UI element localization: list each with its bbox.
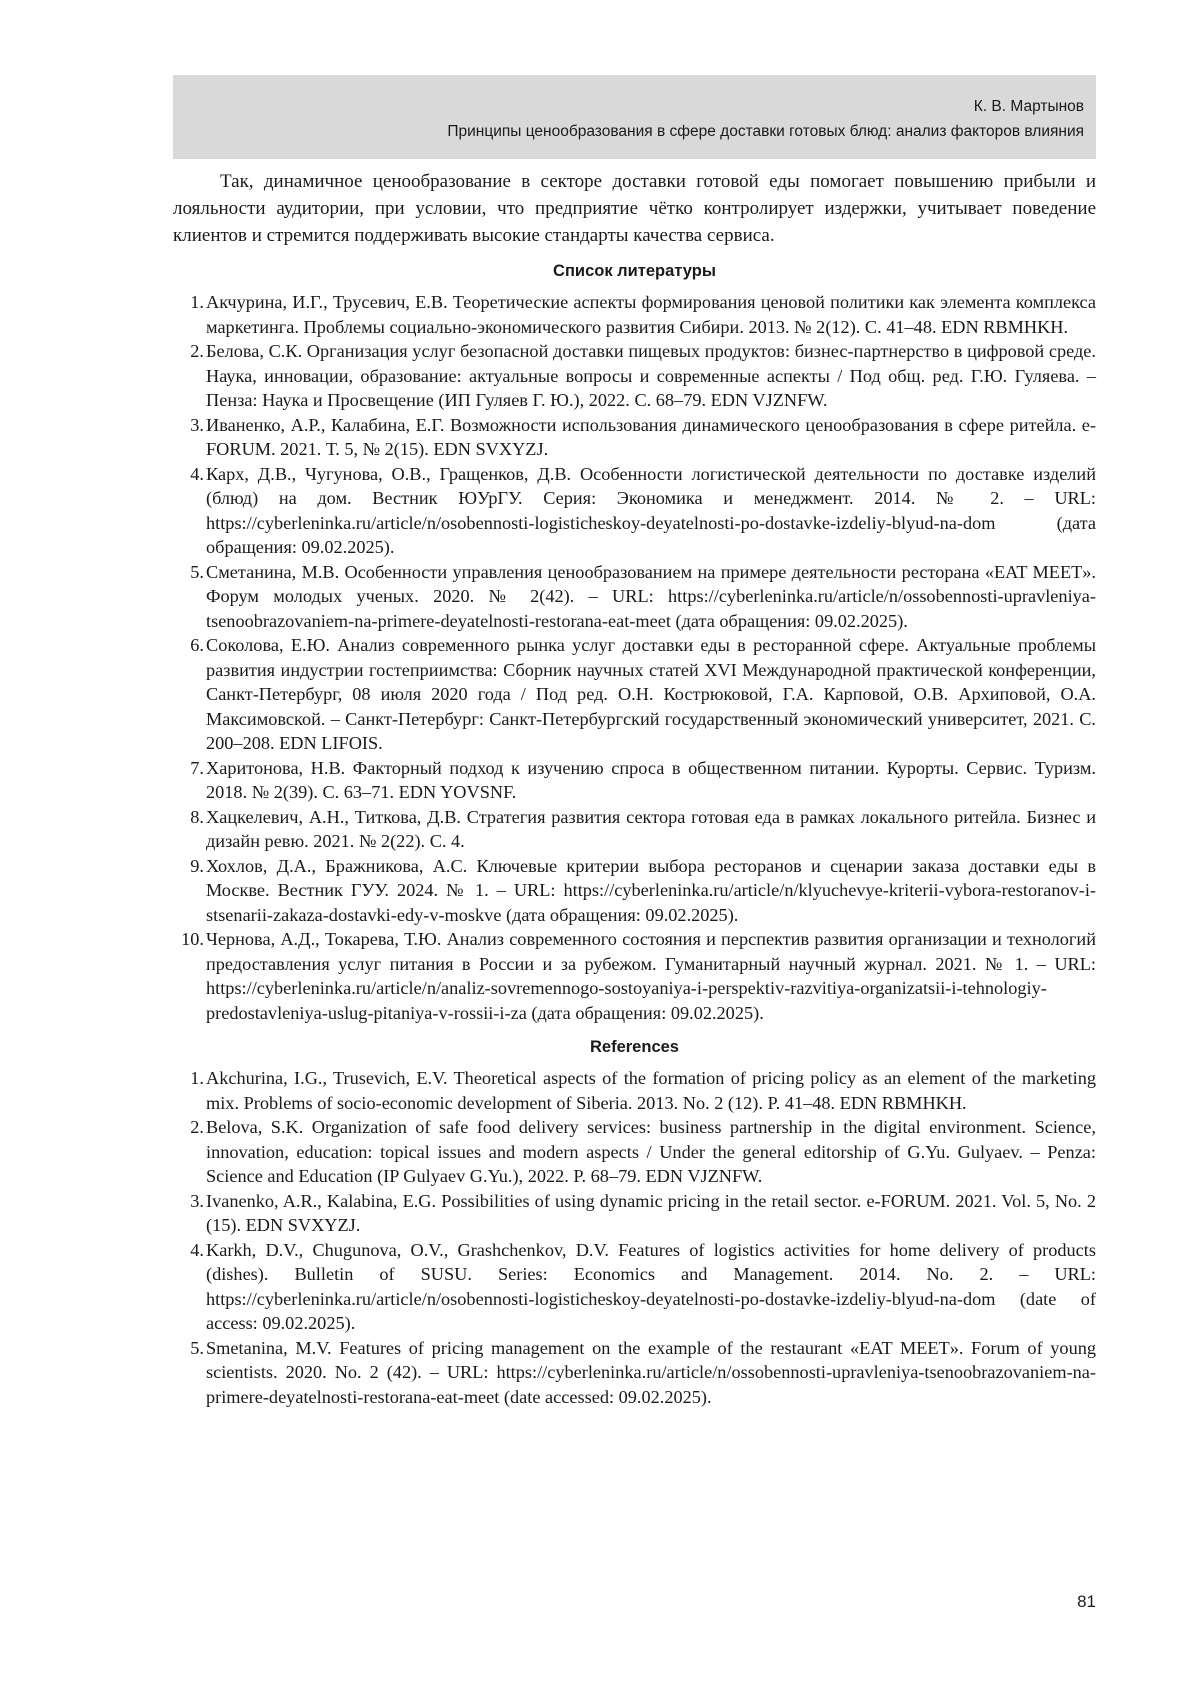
reference-text: Хацкелевич, А.Н., Титкова, Д.В. Стратегия развития сектора готовая еда в рамках локального ритейла. Бизнес и дизайн ревю. 2021. № 2(22). С. 4. [206,807,1096,852]
reference-number: 10 . [173,927,204,952]
reference-item [173,560,1096,634]
reference-item [173,854,1096,928]
reference-item [173,927,1096,1025]
bibliography-ru-heading: Список литературы [173,260,1096,282]
reference-item [173,339,1096,413]
reference-text: Чернова, А.Д., Токарева, Т.Ю. Анализ современного состояния и перспектив развития организации и технологий предоставления услуг питания в России и за рубежом. Гуманитарный научный журнал. 2021. № 1. – URL: https://cyberleninka.ru/article/n/analiz-sovremennogo-sostoyaniya-i-perspektiv-razvitiya-organizatsii-i-tehnologiy-predostavleniya-uslug-pitaniya-v-rossii-i-za (дата обращения: 09.02.2025). [206,929,1096,1023]
running-header [173,75,1096,159]
reference-item [173,633,1096,756]
reference-number: 6 . [173,633,204,658]
reference-number: 9 . [173,854,204,879]
reference-number: 4 . [173,462,204,487]
page-number: 81 [1060,1592,1096,1612]
reference-number: 8 . [173,805,204,830]
reference-item [173,290,1096,339]
reference-text: Akchurina, I.G., Trusevich, E.V. Theoretical aspects of the formation of pricing policy as an element of the marketing mix. Problems of socio-economic development of Siberia. 2013. No. 2 (12). P. 41–48. EDN RBMHKH. [206,1068,1096,1113]
bibliography-ru-list [173,290,1096,1025]
reference-text: Акчурина, И.Г., Трусевич, Е.В. Теоретические аспекты формирования ценовой политики как элемента комплекса маркетинга. Проблемы социально-экономического развития Сибири. 2013. № 2(12). С. 41–48. EDN RBMHKH. [206,292,1096,337]
reference-number: 2 . [173,1115,204,1140]
reference-text: Karkh, D.V., Chugunova, O.V., Grashchenkov, D.V. Features of logistics activities for home delivery of products (dishes). Bulletin of SUSU. Series: Economics and Management. 2014. No. 2. – URL: https://cyberleninka.ru/article/n/osobennosti-logisticheskoy-deyatelnosti-po-dostavke-izdeliy-blyud-na-dom (date of access: 09.02.2025). [206,1240,1096,1334]
reference-item [173,1238,1096,1336]
reference-number: 4 . [173,1238,204,1263]
intro-paragraph: Так, динамичное ценообразование в секторе доставки готовой еды помогает повышению прибыли и лояльности аудитории, при условии, что предприятие чётко контролирует издержки, учитывает поведение клиентов и стремится поддерживать высокие стандарты качества сервиса. [173,168,1096,249]
reference-number: 5 . [173,560,204,585]
reference-item [173,1189,1096,1238]
reference-number: 1 . [173,290,204,315]
reference-number: 3 . [173,1189,204,1214]
reference-text: Иваненко, А.Р., Калабина, Е.Г. Возможности использования динамического ценообразования в сфере ритейла. e-FORUM. 2021. Т. 5, № 2(15). EDN SVXYZJ. [206,415,1096,460]
reference-item [173,462,1096,560]
reference-text: Belova, S.K. Organization of safe food delivery services: business partnership in the digital environment. Science, innovation, education: topical issues and modern aspects / Under the general editorship of G.Yu. Gulyaev. – Penza: Science and Education (IP Gulyaev G.Yu.), 2022. P. 68–79. EDN VJZNFW. [206,1117,1096,1186]
reference-text: Ivanenko, A.R., Kalabina, E.G. Possibilities of using dynamic pricing in the retail sector. e-FORUM. 2021. Vol. 5, No. 2 (15). EDN SVXYZJ. [206,1191,1096,1236]
reference-number: 2 . [173,339,204,364]
reference-number: 1 . [173,1066,204,1091]
reference-text: Сметанина, М.В. Особенности управления ценообразованием на примере деятельности ресторана «EAT MEET». Форум молодых ученых. 2020. № 2(42). – URL: https://cyberleninka.ru/article/n/ossobennosti-upravleniya-tsenoobrazovaniem-na-primere-deyatelnosti-restorana-eat-meet (дата обращения: 09.02.2025). [206,562,1096,631]
reference-number: 3 . [173,413,204,438]
reference-item [173,756,1096,805]
reference-text: Хохлов, Д.А., Бражникова, А.С. Ключевые критерии выбора ресторанов и сценарии заказа доставки еды в Москве. Вестник ГУУ. 2024. № 1. – URL: https://cyberleninka.ru/article/n/klyuchevye-kriterii-vybora-restoranov-i-stsenarii-zakaza-dostavki-edy-v-moskve (дата обращения: 09.02.2025). [206,856,1096,925]
bibliography-en-list [173,1066,1096,1409]
header-article-title: Принципы ценообразования в сфере доставки готовых блюд: анализ факторов влияния [193,122,1084,142]
reference-item [173,1115,1096,1189]
reference-text: Белова, С.К. Организация услуг безопасной доставки пищевых продуктов: бизнес-партнерство в цифровой среде. Наука, инновации, образование: актуальные вопросы и современные аспекты / Под общ. ред. Г.Ю. Гуляева. – Пенза: Наука и Просвещение (ИП Гуляев Г. Ю.), 2022. С. 68–79. EDN VJZNFW. [206,341,1096,410]
reference-text: Харитонова, Н.В. Факторный подход к изучению спроса в общественном питании. Курорты. Сервис. Туризм. 2018. № 2(39). С. 63–71. EDN YOVSNF. [206,758,1096,803]
reference-number: 5 . [173,1336,204,1361]
reference-item [173,413,1096,462]
bibliography-en-heading: References [173,1036,1096,1058]
header-author: К. В. Мартынов [193,97,1084,117]
reference-text: Smetanina, M.V. Features of pricing management on the example of the restaurant «EAT MEET». Forum of young scientists. 2020. No. 2 (42). – URL: https://cyberleninka.ru/article/n/ossobennosti-upravleniya-tsenoobrazovaniem-na-primere-deyatelnosti-restorana-eat-meet (date accessed: 09.02.2025). [206,1338,1096,1407]
reference-item [173,1336,1096,1410]
reference-item [173,805,1096,854]
reference-text: Карх, Д.В., Чугунова, О.В., Гращенков, Д.В. Особенности логистической деятельности по доставке изделий (блюд) на дом. Вестник ЮУрГУ. Серия: Экономика и менеджмент. 2014. № 2. – URL: https://cyberleninka.ru/article/n/osobennosti-logisticheskoy-deyatelnosti-po-dostavke-izdeliy-blyud-na-dom (дата обращения: 09.02.2025). [206,464,1096,558]
reference-number: 7 . [173,756,204,781]
reference-text: Соколова, Е.Ю. Анализ современного рынка услуг доставки еды в ресторанной сфере. Актуальные проблемы развития индустрии гостеприимства: Сборник научных статей XVI Международной практической конференции, Санкт-Петербург, 08 июля 2020 года / Под ред. О.Н. Кострюковой, Г.А. Карповой, О.В. Архиповой, О.А. Максимовской. – Санкт-Петербург: Санкт-Петербургский государственный экономический университет, 2021. С. 200–208. EDN LIFOIS. [206,635,1096,753]
reference-item [173,1066,1096,1115]
page-content [173,168,1096,1409]
